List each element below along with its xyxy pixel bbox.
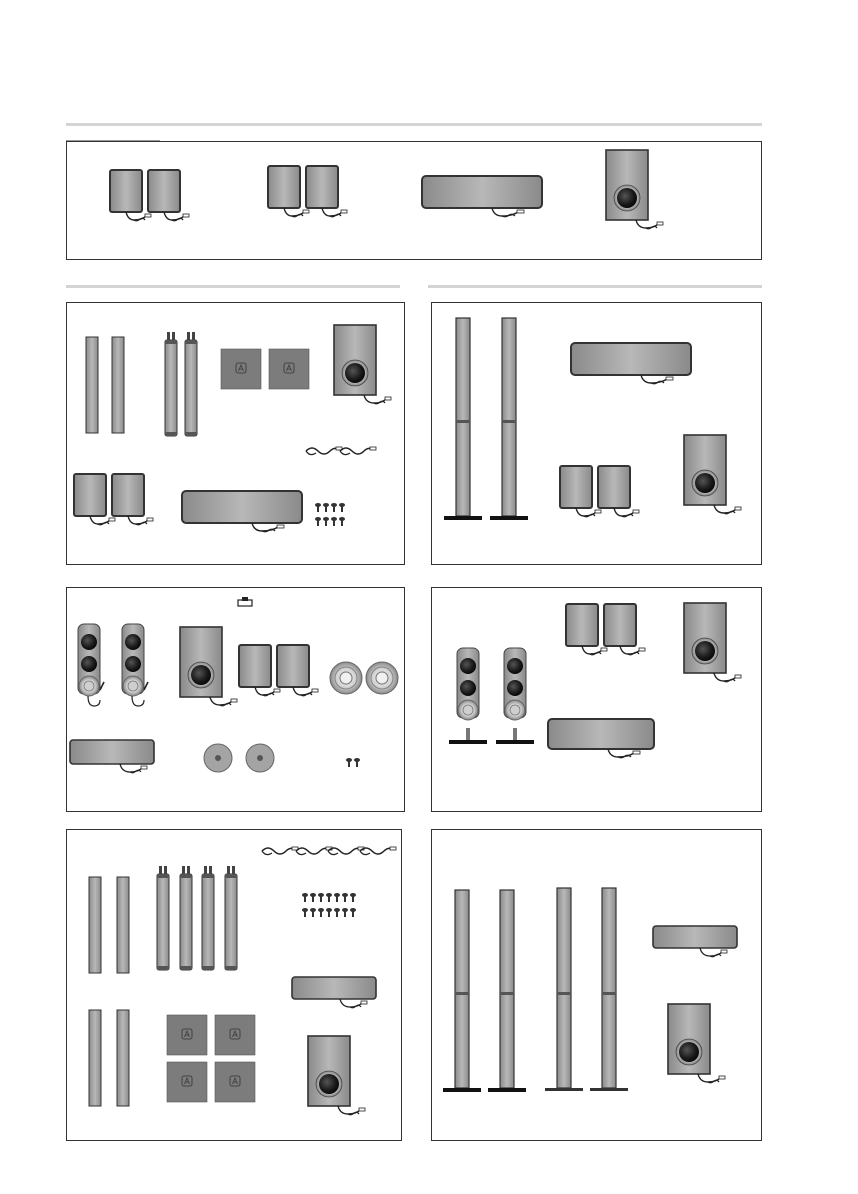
right1-subwoofer	[684, 435, 741, 514]
right3-subwoofer	[668, 1004, 725, 1083]
left3-stand-plates	[167, 1015, 255, 1102]
top-surround-speakers	[268, 166, 347, 217]
left2-clip-icon	[238, 597, 252, 606]
left2-surround-speakers	[239, 645, 318, 696]
left1-subwoofer	[334, 325, 391, 404]
left1-speaker-cables	[306, 447, 376, 455]
left2-center-speaker	[70, 740, 154, 773]
left3-speaker-cables	[262, 847, 396, 855]
right1-center-speaker	[571, 343, 691, 384]
left2-ferrite-cores	[330, 662, 398, 694]
panel-tab-right-2	[431, 587, 553, 588]
right2-surround-speakers	[566, 604, 645, 655]
top-subwoofer	[606, 150, 663, 229]
left2-tower-speakers	[78, 624, 148, 706]
panel-tab-left-3	[66, 829, 190, 830]
panel-tab-top	[66, 141, 160, 142]
left1-front-speakers	[74, 474, 153, 525]
right2-center-speaker	[548, 719, 654, 758]
top-center-speaker	[422, 176, 542, 217]
right1-surround-speakers	[560, 466, 639, 517]
right3-tall-speakers	[443, 888, 628, 1092]
panel-tab-left-1	[66, 302, 190, 303]
left1-stand-bars	[86, 337, 124, 433]
right3-center-speaker	[653, 926, 737, 957]
left2-subwoofer	[180, 627, 237, 706]
left3-subwoofer	[308, 1036, 365, 1115]
left3-screws	[302, 893, 356, 917]
right2-subwoofer	[684, 603, 741, 682]
panel-tab-left-2	[66, 587, 190, 588]
left3-stand-bars-upper	[89, 877, 129, 973]
right1-tall-speakers	[444, 318, 528, 520]
left3-stand-poles	[157, 866, 237, 970]
top-front-speakers	[110, 170, 189, 221]
panel-tab-right-1	[431, 302, 553, 303]
left1-screws	[315, 503, 345, 526]
left1-stand-plates	[221, 349, 309, 389]
panel-tab-right-3	[431, 829, 553, 830]
left2-round-bases	[204, 744, 274, 772]
left1-center-speaker	[182, 491, 302, 532]
left2-screws	[346, 758, 360, 767]
left1-stand-poles	[165, 332, 197, 436]
left3-center-speaker	[292, 977, 376, 1008]
left3-stand-bars-lower	[89, 1010, 129, 1106]
right2-tower-speakers	[449, 648, 534, 744]
